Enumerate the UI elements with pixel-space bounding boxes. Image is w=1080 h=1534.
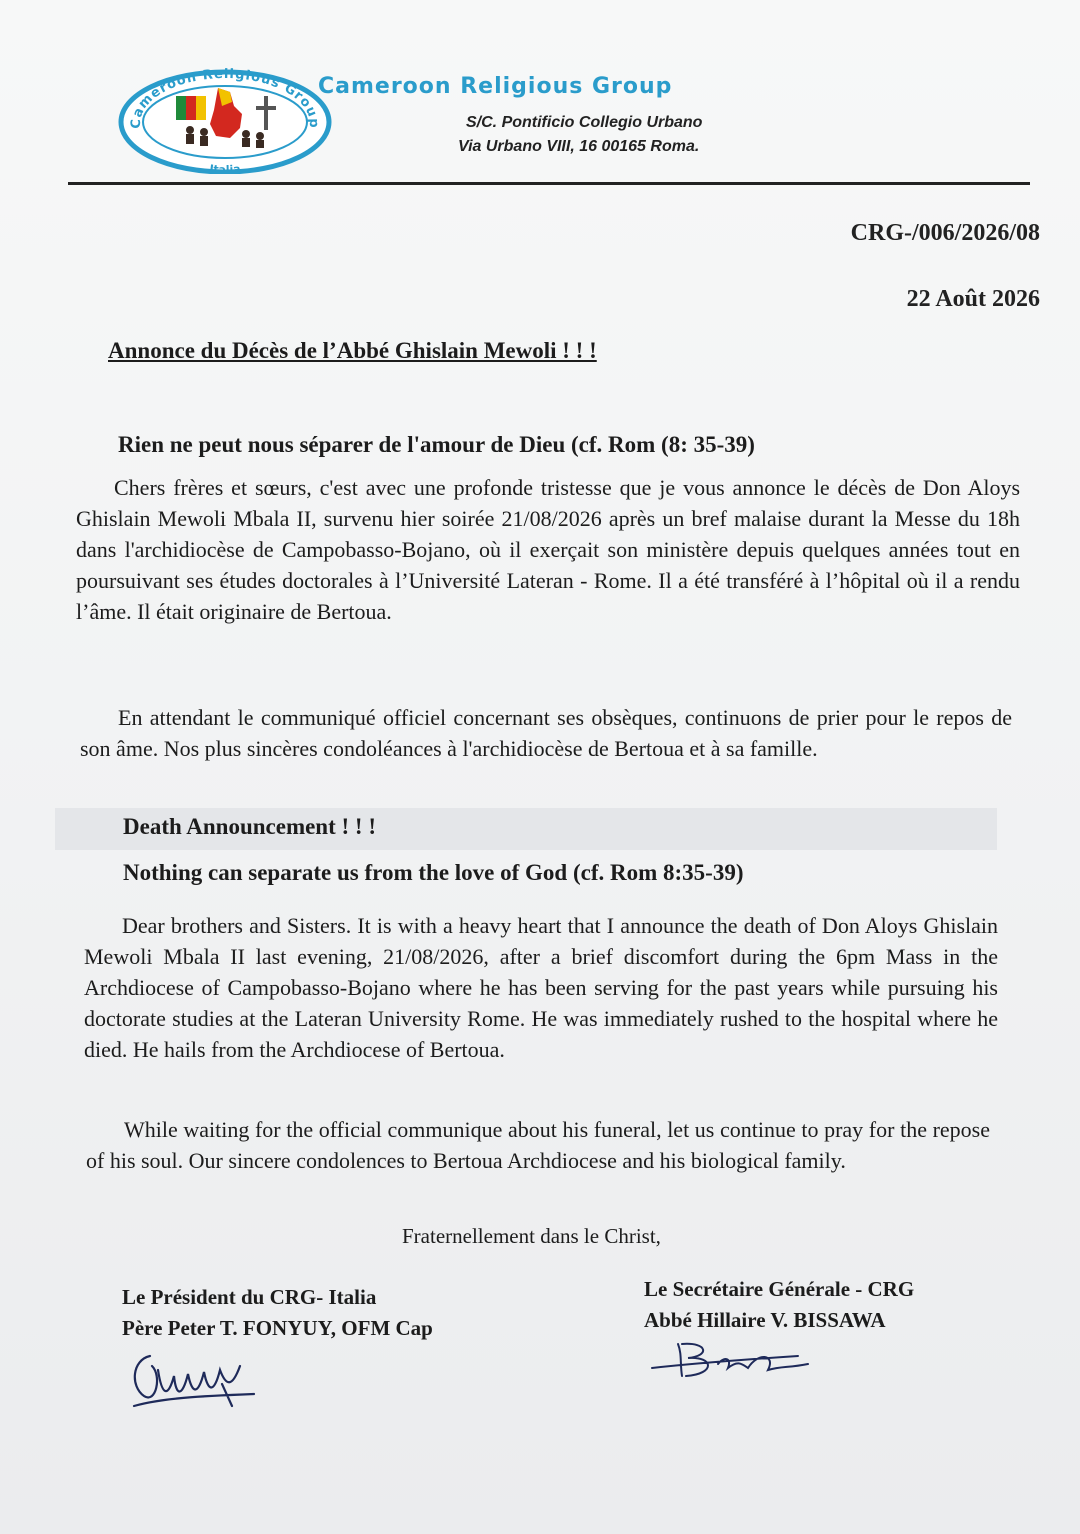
organization-logo (118, 66, 332, 174)
right-signatory (644, 1274, 914, 1336)
letterhead-divider (68, 182, 1030, 185)
left-signature (122, 1336, 272, 1418)
left-signatory-role: Le Président du CRG- Italia (122, 1285, 377, 1309)
organization-name: Cameroon Religious Group (318, 74, 673, 99)
reference-number: CRG-/006/2026/08 (850, 220, 1040, 246)
svg-text:Cameroon Religious Group: Cameroon Religious Group (128, 66, 322, 129)
address-line-1: S/C. Pontificio Collegio Urbano (466, 114, 703, 131)
right-signature (648, 1334, 828, 1384)
announcement-title: Annonce du Décès de l’Abbé Ghislain Mewoli ! ! ! (108, 338, 597, 363)
french-heading: Rien ne peut nous séparer de l'amour de Dieu (cf. Rom (8: 35-39) (118, 432, 755, 457)
english-paragraph-2: While waiting for the official communique about his funeral, let us continue to pray for the repose of his soul. Our sincere condolences to Bertoua Archdiocese and his biological family. (86, 1117, 990, 1173)
svg-text:Italia: Italia (208, 162, 242, 174)
french-paragraph-1: Chers frères et sœurs, c'est avec une profonde tristesse que je vous annonce le décès de Don Aloys Ghislain Mewoli Mbala II, survenu hier soirée 21/08/2026 après un bref malaise durant la Messe du 18h dans l'archidiocèse de Campobasso-Bojano, où il exerçait son ministère depuis quelques années tout en poursuivant ses études doctorales à l’Université Lateran - Rome. Il a été transféré à l’hôpital où il a rendu l’âme. Il était originaire de Bertoua. (76, 475, 1020, 624)
left-signatory-name: Père Peter T. FONYUY, OFM Cap (122, 1316, 433, 1340)
english-heading-scripture: Nothing can separate us from the love of God (cf. Rom 8:35-39) (123, 860, 744, 885)
english-heading-death-announcement: Death Announcement ! ! ! (123, 814, 376, 839)
french-paragraph-2: En attendant le communiqué officiel concernant ses obsèques, continuons de prier pour le repos de son âme. Nos plus sincères condoléances à l'archidiocèse de Bertoua et à sa famille. (80, 705, 1012, 761)
right-signatory-role: Le Secrétaire Générale - CRG (644, 1277, 915, 1301)
address-line-2: Via Urbano VIII, 16 00165 Roma. (458, 138, 700, 155)
closing-line: Fraternellement dans le Christ, (402, 1224, 661, 1248)
left-signatory (122, 1282, 433, 1344)
letter-date: 22 Août 2026 (906, 286, 1040, 312)
right-signatory-name: Abbé Hillaire V. BISSAWA (644, 1308, 886, 1332)
english-paragraph-1: Dear brothers and Sisters. It is with a heavy heart that I announce the death of Don Aloys Ghislain Mewoli Mbala II last evening, 21/08/2026, after a brief discomfort during the 6pm Mass in the Archdiocese of Campobasso-Bojano where he has been serving for the past years while pursuing his doctorate studies at the Lateran University Rome. He was immediately rushed to the hospital where he died. He hails from the Archdiocese of Bertoua. (84, 913, 998, 1062)
